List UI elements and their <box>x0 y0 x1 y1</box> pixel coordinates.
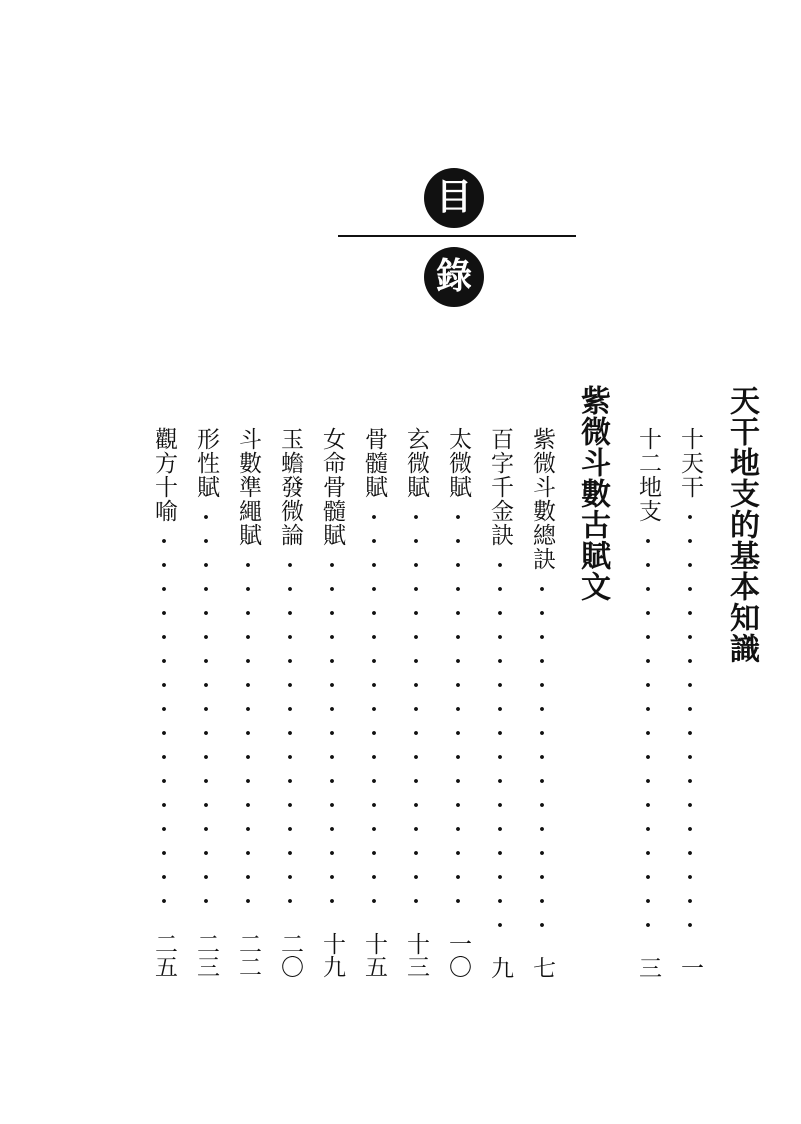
section-heading: 紫微斗數古賦文 <box>575 385 610 602</box>
toc-entry-page: 二五 <box>151 932 177 978</box>
section-heading: 天干地支的基本知識 <box>724 385 759 664</box>
leader-dots <box>372 505 376 921</box>
leader-dots <box>688 505 692 945</box>
toc-entry-page: 二三 <box>193 932 219 978</box>
header-divider <box>338 235 576 237</box>
leader-dots <box>162 529 166 921</box>
leader-dots <box>288 553 292 921</box>
toc-entry-page: 七 <box>529 956 555 979</box>
toc-entry-page: 一 <box>677 956 703 979</box>
leader-dots <box>414 505 418 921</box>
toc-entry-title: 形性賦 <box>193 427 219 499</box>
toc-entry-title: 骨髓賦 <box>361 427 387 499</box>
leader-dots <box>246 553 250 921</box>
toc-entry-title: 女命骨髓賦 <box>319 427 345 547</box>
toc-entry-page: 三 <box>635 956 661 979</box>
toc-entry-title: 斗數準繩賦 <box>235 427 261 547</box>
toc-entry-title: 紫微斗數總訣 <box>529 427 555 571</box>
toc-entry-page: 一〇 <box>445 932 471 978</box>
toc-entry-title: 玉蟾發微論 <box>277 427 303 547</box>
toc-entry-title: 十二地支 <box>635 427 661 523</box>
toc-entry-page: 十三 <box>403 932 429 978</box>
toc-entry-title: 太微賦 <box>445 427 471 499</box>
toc-entry-page: 九 <box>487 956 513 979</box>
toc-entry-title: 百字千金訣 <box>487 427 513 547</box>
leader-dots <box>498 553 502 945</box>
leader-dots <box>330 553 334 921</box>
toc-entry-page: 二〇 <box>277 932 303 978</box>
toc-entry-page: 十五 <box>361 932 387 978</box>
toc-entry-page: 二二 <box>235 932 261 978</box>
leader-dots <box>456 505 460 921</box>
header-badge-top: 目 <box>424 168 484 228</box>
toc-entry-title: 玄微賦 <box>403 427 429 499</box>
toc-entry-title: 觀方十喻 <box>151 427 177 523</box>
leader-dots <box>540 577 544 945</box>
header-badge-bottom: 錄 <box>424 247 484 307</box>
leader-dots <box>204 505 208 921</box>
leader-dots <box>646 529 650 945</box>
toc-entry-title: 十天干 <box>677 427 703 499</box>
toc-entry-page: 十九 <box>319 932 345 978</box>
